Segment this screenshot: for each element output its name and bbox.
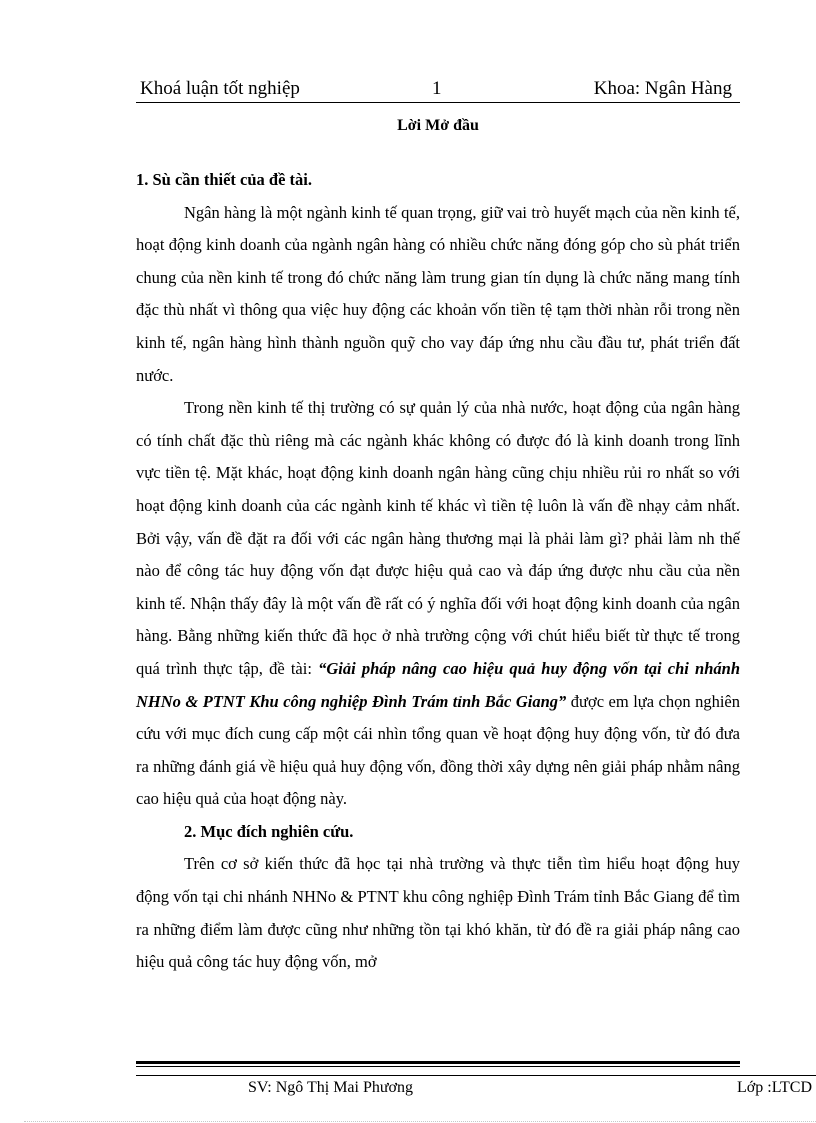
page-footer: [0, 1077, 816, 1099]
footer-divider-bottom: [136, 1075, 816, 1076]
section-1-heading: 1. Sù cần thiết của đề tài.: [136, 170, 313, 189]
page-header: [136, 76, 740, 102]
thesis-topic-title: “Giải pháp nâng cao hiệu quả huy động vốn tại chi nhánh NHNo & PTNT Khu công nghiệp Đình Trám tỉnh Bắc Giang”: [136, 658, 740, 711]
document-body: [136, 164, 740, 979]
section-1-paragraph-1: Ngân hàng là một ngành kinh tế quan trọng, giữ vai trò huyết mạch của nền kinh tế, hoạt động kinh doanh của ngành ngân hàng có nhiều chức năng đóng góp cho sù phát triển chung của nền kinh tế trong đó chức năng làm trung gian tín dụng là chức năng mang tính đặc thù nhất vì thông qua việc huy động các khoản vốn tiền tệ tạm thời nhàn rỗi trong nền kinh tế, ngân hàng hình thành nguồn quỹ cho vay đáp ứng nhu cầu đầu tư, phát triển đất nước.: [136, 202, 740, 385]
footer-divider-thin: [136, 1066, 740, 1067]
section-1-paragraph-2: [136, 392, 740, 816]
document-title: Lời Mở đầu: [397, 117, 479, 134]
page-bottom-edge: [24, 1121, 816, 1122]
header-faculty-label: Khoa: Ngân Hàng: [593, 78, 732, 99]
section-2-heading: 2. Mục đích nghiên cứu.: [184, 821, 354, 841]
footer-divider-thick: [136, 1061, 740, 1064]
paragraph-2-text-start: Trong nền kinh tế thị trường có sự quản lý của nhà nước, hoạt động của ngân hàng có tính chất đặc thù riêng mà các ngành khác không có được đó là kinh doanh trong lĩnh vực tiền tệ. Mặt khác, hoạt động kinh doanh ngân hàng cũng chịu nhiều rủi ro nhất so với hoạt động kinh doanh của các ngành kinh tế khác vì tiền tệ luôn là vấn đề nhạy cảm nhất. Bởi vậy, vấn đề đặt ra đối với các ngân hàng thương mại là phải làm gì? phải làm nh thế nào để công tác huy động vốn đạt được hiệu quả cao và đáp ứng được nhu cầu của nền kinh tế. Nhận thấy đây là một vấn đề rất có ý nghĩa đối với hoạt động kinh doanh của ngân hàng. Bằng những kiến thức đã học ở nhà trường cộng với chút hiểu biết từ thực tế trong quá trình thực tập, đề tài:: [136, 398, 740, 678]
paragraph-2-text-end: được em lựa chọn nghiên cứu với mục đích cung cấp một cái nhìn tổng quan về hoạt động huy động vốn, từ đó đưa ra những đánh giá về hiệu quả huy động vốn, đồng thời xây dựng nên giải pháp nhằm nâng cao hiệu quả của hoạt động này.: [136, 691, 741, 809]
footer-class: Lớp :LTCD: [737, 1079, 812, 1096]
header-page-number: 1: [432, 78, 442, 99]
footer-student-name: SV: Ngô Thị Mai Phương: [248, 1079, 413, 1096]
section-2-paragraph-1: Trên cơ sở kiến thức đã học tại nhà trường và thực tiễn tìm hiểu hoạt động huy động vốn tại chi nhánh NHNo & PTNT khu công nghiệp Đình Trám tỉnh Bắc Giang để tìm ra những điểm làm được cũng như những tồn tại khó khăn, từ đó đề ra giải pháp nâng cao hiệu quả công tác huy động vốn, mở: [136, 854, 740, 972]
header-thesis-label: Khoá luận tốt nghiệp: [140, 78, 300, 99]
header-divider: [136, 102, 740, 103]
